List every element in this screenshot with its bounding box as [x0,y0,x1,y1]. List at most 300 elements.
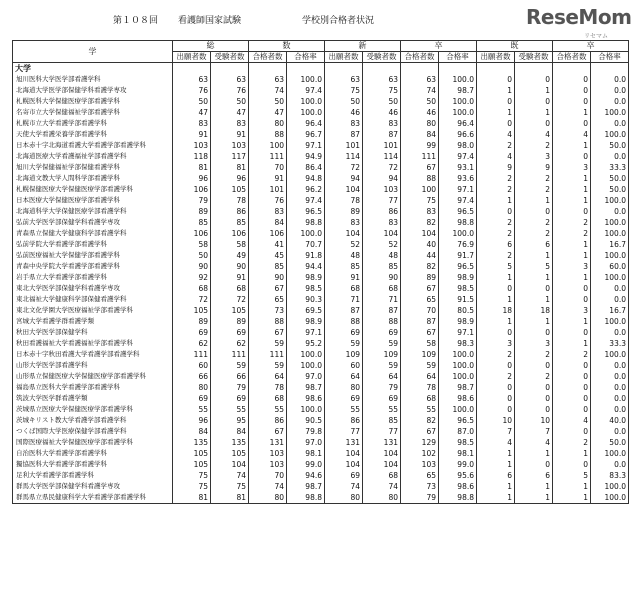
table-body [13,63,629,504]
value-cell: 68 [173,283,211,294]
value-cell: 98.1 [439,448,477,459]
value-cell: 114 [325,151,363,162]
value-cell: 96.5 [439,206,477,217]
value-cell: 0 [553,382,591,393]
table-row [13,481,629,492]
value-cell: 98.8 [439,217,477,228]
value-cell: 98.7 [287,382,325,393]
value-cell: 1 [553,195,591,206]
value-cell: 0 [553,327,591,338]
value-cell: 64 [363,371,401,382]
value-cell: 97.0 [287,371,325,382]
value-cell: 78 [401,382,439,393]
value-cell: 85 [249,261,287,272]
value-cell: 48 [325,250,363,261]
value-cell: 97.4 [287,85,325,96]
value-cell: 98.8 [287,492,325,504]
school-name-cell: 国際医療福祉大学保健医療学部看護学科 [13,437,173,448]
value-cell: 1 [553,448,591,459]
value-cell: 96 [173,173,211,184]
value-cell: 0.0 [591,283,629,294]
value-cell: 0 [477,118,515,129]
value-cell: 100.0 [591,272,629,283]
value-cell: 81 [173,492,211,504]
section-label: 大学 [13,63,173,75]
value-cell: 5 [477,261,515,272]
value-cell: 98.7 [439,382,477,393]
column-header: 合格者数 [249,52,287,63]
value-cell: 79 [363,382,401,393]
value-cell: 83 [325,118,363,129]
value-cell: 6 [477,470,515,481]
school-name-cell: 筑波大学医学群看護学類 [13,393,173,404]
value-cell: 98.1 [287,448,325,459]
exam-name: 看護師国家試験 [178,16,242,26]
value-cell: 62 [173,338,211,349]
value-cell: 0 [477,404,515,415]
value-cell: 74 [363,481,401,492]
value-cell: 59 [211,360,249,371]
value-cell: 117 [211,151,249,162]
value-cell: 69 [173,393,211,404]
value-cell: 83 [401,206,439,217]
table-row [13,327,629,338]
value-cell: 97.4 [287,195,325,206]
value-cell: 80 [325,492,363,504]
value-cell: 100.0 [591,448,629,459]
value-cell: 94 [363,173,401,184]
value-cell: 77 [363,426,401,437]
value-cell: 33.3 [591,338,629,349]
value-cell: 105 [173,459,211,470]
value-cell: 50.0 [591,140,629,151]
value-cell: 49 [211,250,249,261]
value-cell: 1 [515,85,553,96]
school-name-cell: 北海道科学大学保健医療学部看護学科 [13,206,173,217]
value-cell: 1 [515,492,553,504]
school-name-cell: 群馬大学医学部保健学科看護学専攻 [13,481,173,492]
value-cell: 98.6 [439,481,477,492]
value-cell: 95.2 [287,338,325,349]
value-cell: 64 [325,371,363,382]
value-cell: 109 [363,349,401,360]
value-cell: 1 [477,294,515,305]
value-cell: 90 [363,272,401,283]
value-cell: 1 [553,107,591,118]
value-cell: 83 [173,118,211,129]
value-cell: 68 [401,393,439,404]
value-cell: 2 [515,217,553,228]
value-cell: 90 [211,261,249,272]
value-cell: 74 [249,85,287,96]
column-header: 合格率 [287,52,325,63]
value-cell: 0.0 [591,404,629,415]
column-header: 合格者数 [553,52,591,63]
column-header: 出願者数 [173,52,211,63]
table-row [13,118,629,129]
group-header: 既 [477,41,553,52]
value-cell: 106 [211,228,249,239]
value-cell: 9 [477,162,515,173]
value-cell: 50 [249,96,287,107]
value-cell: 0.0 [591,393,629,404]
value-cell: 135 [173,437,211,448]
value-cell: 82 [401,217,439,228]
value-cell: 0.0 [591,85,629,96]
table-row [13,404,629,415]
value-cell: 118 [173,151,211,162]
value-cell: 69.5 [287,305,325,316]
value-cell: 18 [477,305,515,316]
value-cell: 2 [515,349,553,360]
value-cell: 50.0 [591,437,629,448]
value-cell: 10 [515,415,553,426]
value-cell: 97.1 [439,327,477,338]
value-cell: 100.0 [439,107,477,118]
value-cell: 83.3 [591,470,629,481]
value-cell: 88 [363,316,401,327]
table-row [13,239,629,250]
name-column-header: 学 [13,41,173,63]
value-cell: 9 [515,162,553,173]
value-cell: 68 [249,393,287,404]
column-header: 受験者数 [515,52,553,63]
value-cell: 1 [477,459,515,470]
value-cell: 1 [553,140,591,151]
school-name-cell: 北海道文教大学人間科学部看護学科 [13,173,173,184]
value-cell: 0.0 [591,206,629,217]
value-cell: 0 [515,360,553,371]
value-cell: 75 [401,195,439,206]
table-row [13,173,629,184]
group-header: 卒 [553,41,629,52]
value-cell: 2 [553,217,591,228]
value-cell: 7 [477,426,515,437]
value-cell: 96 [173,415,211,426]
value-cell: 105 [211,305,249,316]
value-cell: 0.0 [591,96,629,107]
value-cell: 70.7 [287,239,325,250]
table-row [13,129,629,140]
value-cell: 98.7 [287,481,325,492]
value-cell: 83 [325,217,363,228]
value-cell: 60 [173,360,211,371]
value-cell: 88 [249,316,287,327]
value-cell: 92 [173,272,211,283]
table-row [13,371,629,382]
value-cell: 91 [173,129,211,140]
value-cell: 3 [477,338,515,349]
value-cell: 93.1 [439,162,477,173]
value-cell: 98.9 [287,272,325,283]
value-cell: 105 [211,184,249,195]
school-name-cell: 北海道大学医学部保健学科看護学専攻 [13,85,173,96]
value-cell: 104 [325,448,363,459]
value-cell: 96.7 [287,129,325,140]
value-cell: 98.5 [439,283,477,294]
table-row [13,217,629,228]
value-cell: 47 [173,107,211,118]
value-cell: 69 [363,393,401,404]
value-cell: 104 [211,459,249,470]
table-row [13,184,629,195]
value-cell: 94.9 [287,151,325,162]
value-cell: 0.0 [591,382,629,393]
value-cell: 71 [363,294,401,305]
value-cell: 2 [553,228,591,239]
value-cell: 111 [249,151,287,162]
value-cell: 105 [173,305,211,316]
value-cell: 0.0 [591,360,629,371]
value-cell: 2 [515,228,553,239]
value-cell: 80 [363,492,401,504]
value-cell: 55 [249,404,287,415]
value-cell: 1 [515,272,553,283]
value-cell: 74 [325,481,363,492]
value-cell: 83 [211,118,249,129]
value-cell: 50.0 [591,173,629,184]
value-cell: 78 [211,195,249,206]
value-cell: 100.0 [287,404,325,415]
value-cell: 2 [477,371,515,382]
value-cell: 0.0 [591,294,629,305]
value-cell: 0 [553,206,591,217]
value-cell: 5 [553,470,591,481]
value-cell: 104 [325,184,363,195]
value-cell: 0 [515,206,553,217]
value-cell: 76 [173,85,211,96]
value-cell: 85 [363,415,401,426]
value-cell: 84 [401,129,439,140]
table-row [13,470,629,481]
value-cell: 55 [363,404,401,415]
school-name-cell: 旭川医科大学医学部看護学科 [13,74,173,85]
value-cell: 59 [363,338,401,349]
value-cell: 0 [477,393,515,404]
value-cell: 72 [363,162,401,173]
value-cell: 0 [553,85,591,96]
value-cell: 100.0 [439,404,477,415]
value-cell: 79 [211,382,249,393]
value-cell: 0 [515,459,553,470]
value-cell: 81 [173,162,211,173]
value-cell: 87 [363,129,401,140]
value-cell: 0 [515,382,553,393]
value-cell: 67 [401,283,439,294]
value-cell: 67 [401,426,439,437]
value-cell: 6 [477,239,515,250]
value-cell: 40 [401,239,439,250]
value-cell: 65 [401,470,439,481]
value-cell: 59 [249,338,287,349]
value-cell: 86.4 [287,162,325,173]
value-cell: 100.0 [591,195,629,206]
column-header: 合格者数 [401,52,439,63]
value-cell: 103 [249,448,287,459]
value-cell: 90.3 [287,294,325,305]
value-cell: 98.5 [287,283,325,294]
value-cell: 100.0 [287,107,325,118]
table-row [13,437,629,448]
school-name-cell: 札幌医科大学保健医療学部看護学科 [13,96,173,107]
value-cell: 94.4 [287,261,325,272]
value-cell: 79.8 [287,426,325,437]
value-cell: 83 [363,217,401,228]
school-name-cell: 山形大学医学部看護学科 [13,360,173,371]
value-cell: 96.4 [287,118,325,129]
value-cell: 100.0 [287,96,325,107]
value-cell: 47 [249,107,287,118]
value-cell: 97.1 [287,140,325,151]
value-cell: 1 [515,448,553,459]
table-row [13,107,629,118]
value-cell: 72 [211,294,249,305]
value-cell: 99.0 [439,459,477,470]
value-cell: 75 [173,470,211,481]
school-name-cell: 東北福祉大学健康科学部保健看護学科 [13,294,173,305]
value-cell: 100.0 [287,228,325,239]
value-cell: 99 [401,140,439,151]
value-cell: 0.0 [591,371,629,382]
value-cell: 76 [211,85,249,96]
value-cell: 0 [515,404,553,415]
value-cell: 3 [553,305,591,316]
value-cell: 0 [477,360,515,371]
value-cell: 75 [211,481,249,492]
value-cell: 66 [211,371,249,382]
value-cell: 68 [363,470,401,481]
resemom-logo [526,5,638,40]
table-row [13,228,629,239]
value-cell: 100.0 [591,349,629,360]
value-cell: 106 [249,228,287,239]
value-cell: 69 [173,327,211,338]
value-cell: 97.1 [439,184,477,195]
table-row [13,316,629,327]
value-cell: 97.0 [287,437,325,448]
table-row [13,415,629,426]
value-cell: 0 [553,96,591,107]
value-cell: 4 [477,437,515,448]
value-cell: 72 [173,294,211,305]
value-cell: 1 [515,294,553,305]
value-cell: 63 [249,74,287,85]
value-cell: 105 [211,448,249,459]
school-name-cell: 名寄市立大学保健福祉学部看護学科 [13,107,173,118]
value-cell: 65 [249,294,287,305]
value-cell: 89 [401,272,439,283]
column-header: 出願者数 [477,52,515,63]
value-cell: 1 [515,195,553,206]
value-cell: 96.5 [439,415,477,426]
value-cell: 85 [363,261,401,272]
column-header: 合格率 [591,52,629,63]
school-name-cell: 山形県立保健医療大学保健医療学部看護学科 [13,371,173,382]
value-cell: 98.9 [287,316,325,327]
value-cell: 52 [325,239,363,250]
value-cell: 16.7 [591,305,629,316]
school-name-cell: 東北文化学園大学医療福祉学部看護学科 [13,305,173,316]
value-cell: 100 [401,184,439,195]
value-cell: 85 [173,217,211,228]
value-cell: 100.0 [287,349,325,360]
value-cell: 91 [325,272,363,283]
school-name-cell: 北海道医療大学看護福祉学部看護学科 [13,151,173,162]
school-name-cell: 獨協医科大学看護学部看護学科 [13,459,173,470]
value-cell: 47 [211,107,249,118]
table-row [13,305,629,316]
value-cell: 82 [401,261,439,272]
value-cell: 60.0 [591,261,629,272]
value-cell: 0 [553,404,591,415]
value-cell: 91.8 [287,250,325,261]
value-cell: 63 [325,74,363,85]
value-cell: 80 [173,382,211,393]
value-cell: 0.0 [591,327,629,338]
value-cell: 0 [553,74,591,85]
value-cell: 97.4 [439,195,477,206]
value-cell: 84 [173,426,211,437]
value-cell: 88 [401,173,439,184]
school-name-cell: 群馬県立県民健康科学大学看護学部看護学科 [13,492,173,504]
table-row [13,448,629,459]
table-row [13,349,629,360]
value-cell: 50.0 [591,184,629,195]
school-name-cell: 宮城大学看護学群看護学類 [13,316,173,327]
value-cell: 60 [325,360,363,371]
value-cell: 1 [477,272,515,283]
value-cell: 0 [553,294,591,305]
school-name-cell: 茨城県立医療大学保健医療学部看護学科 [13,404,173,415]
value-cell: 59 [249,360,287,371]
value-cell: 101 [363,140,401,151]
value-cell: 100.0 [439,96,477,107]
value-cell: 0 [477,327,515,338]
value-cell: 83 [363,118,401,129]
value-cell: 10 [477,415,515,426]
value-cell: 59 [401,360,439,371]
value-cell: 1 [477,492,515,504]
value-cell: 67 [249,283,287,294]
value-cell: 3 [515,151,553,162]
column-header: 受験者数 [363,52,401,63]
value-cell: 114 [363,151,401,162]
school-name-cell: 弘前大学医学部保健学科看護学専攻 [13,217,173,228]
value-cell: 1 [515,316,553,327]
value-cell: 85 [211,217,249,228]
group-header: 新 [325,41,401,52]
value-cell: 2 [477,217,515,228]
value-cell: 55 [173,404,211,415]
value-cell: 80 [249,118,287,129]
value-cell: 81 [211,492,249,504]
value-cell: 1 [477,481,515,492]
group-header: 卒 [401,41,477,52]
value-cell: 89 [173,316,211,327]
value-cell: 63 [363,74,401,85]
value-cell: 80.5 [439,305,477,316]
school-name-cell: 東北大学医学部保健学科看護学専攻 [13,283,173,294]
logo-text: ReseMom [526,5,632,29]
value-cell: 78 [325,195,363,206]
value-cell: 59 [363,360,401,371]
value-cell: 2 [477,250,515,261]
value-cell: 79 [401,492,439,504]
value-cell: 83 [249,206,287,217]
school-name-cell: 弘前学院大学看護学部看護学科 [13,239,173,250]
value-cell: 70 [401,305,439,316]
value-cell: 0 [553,426,591,437]
